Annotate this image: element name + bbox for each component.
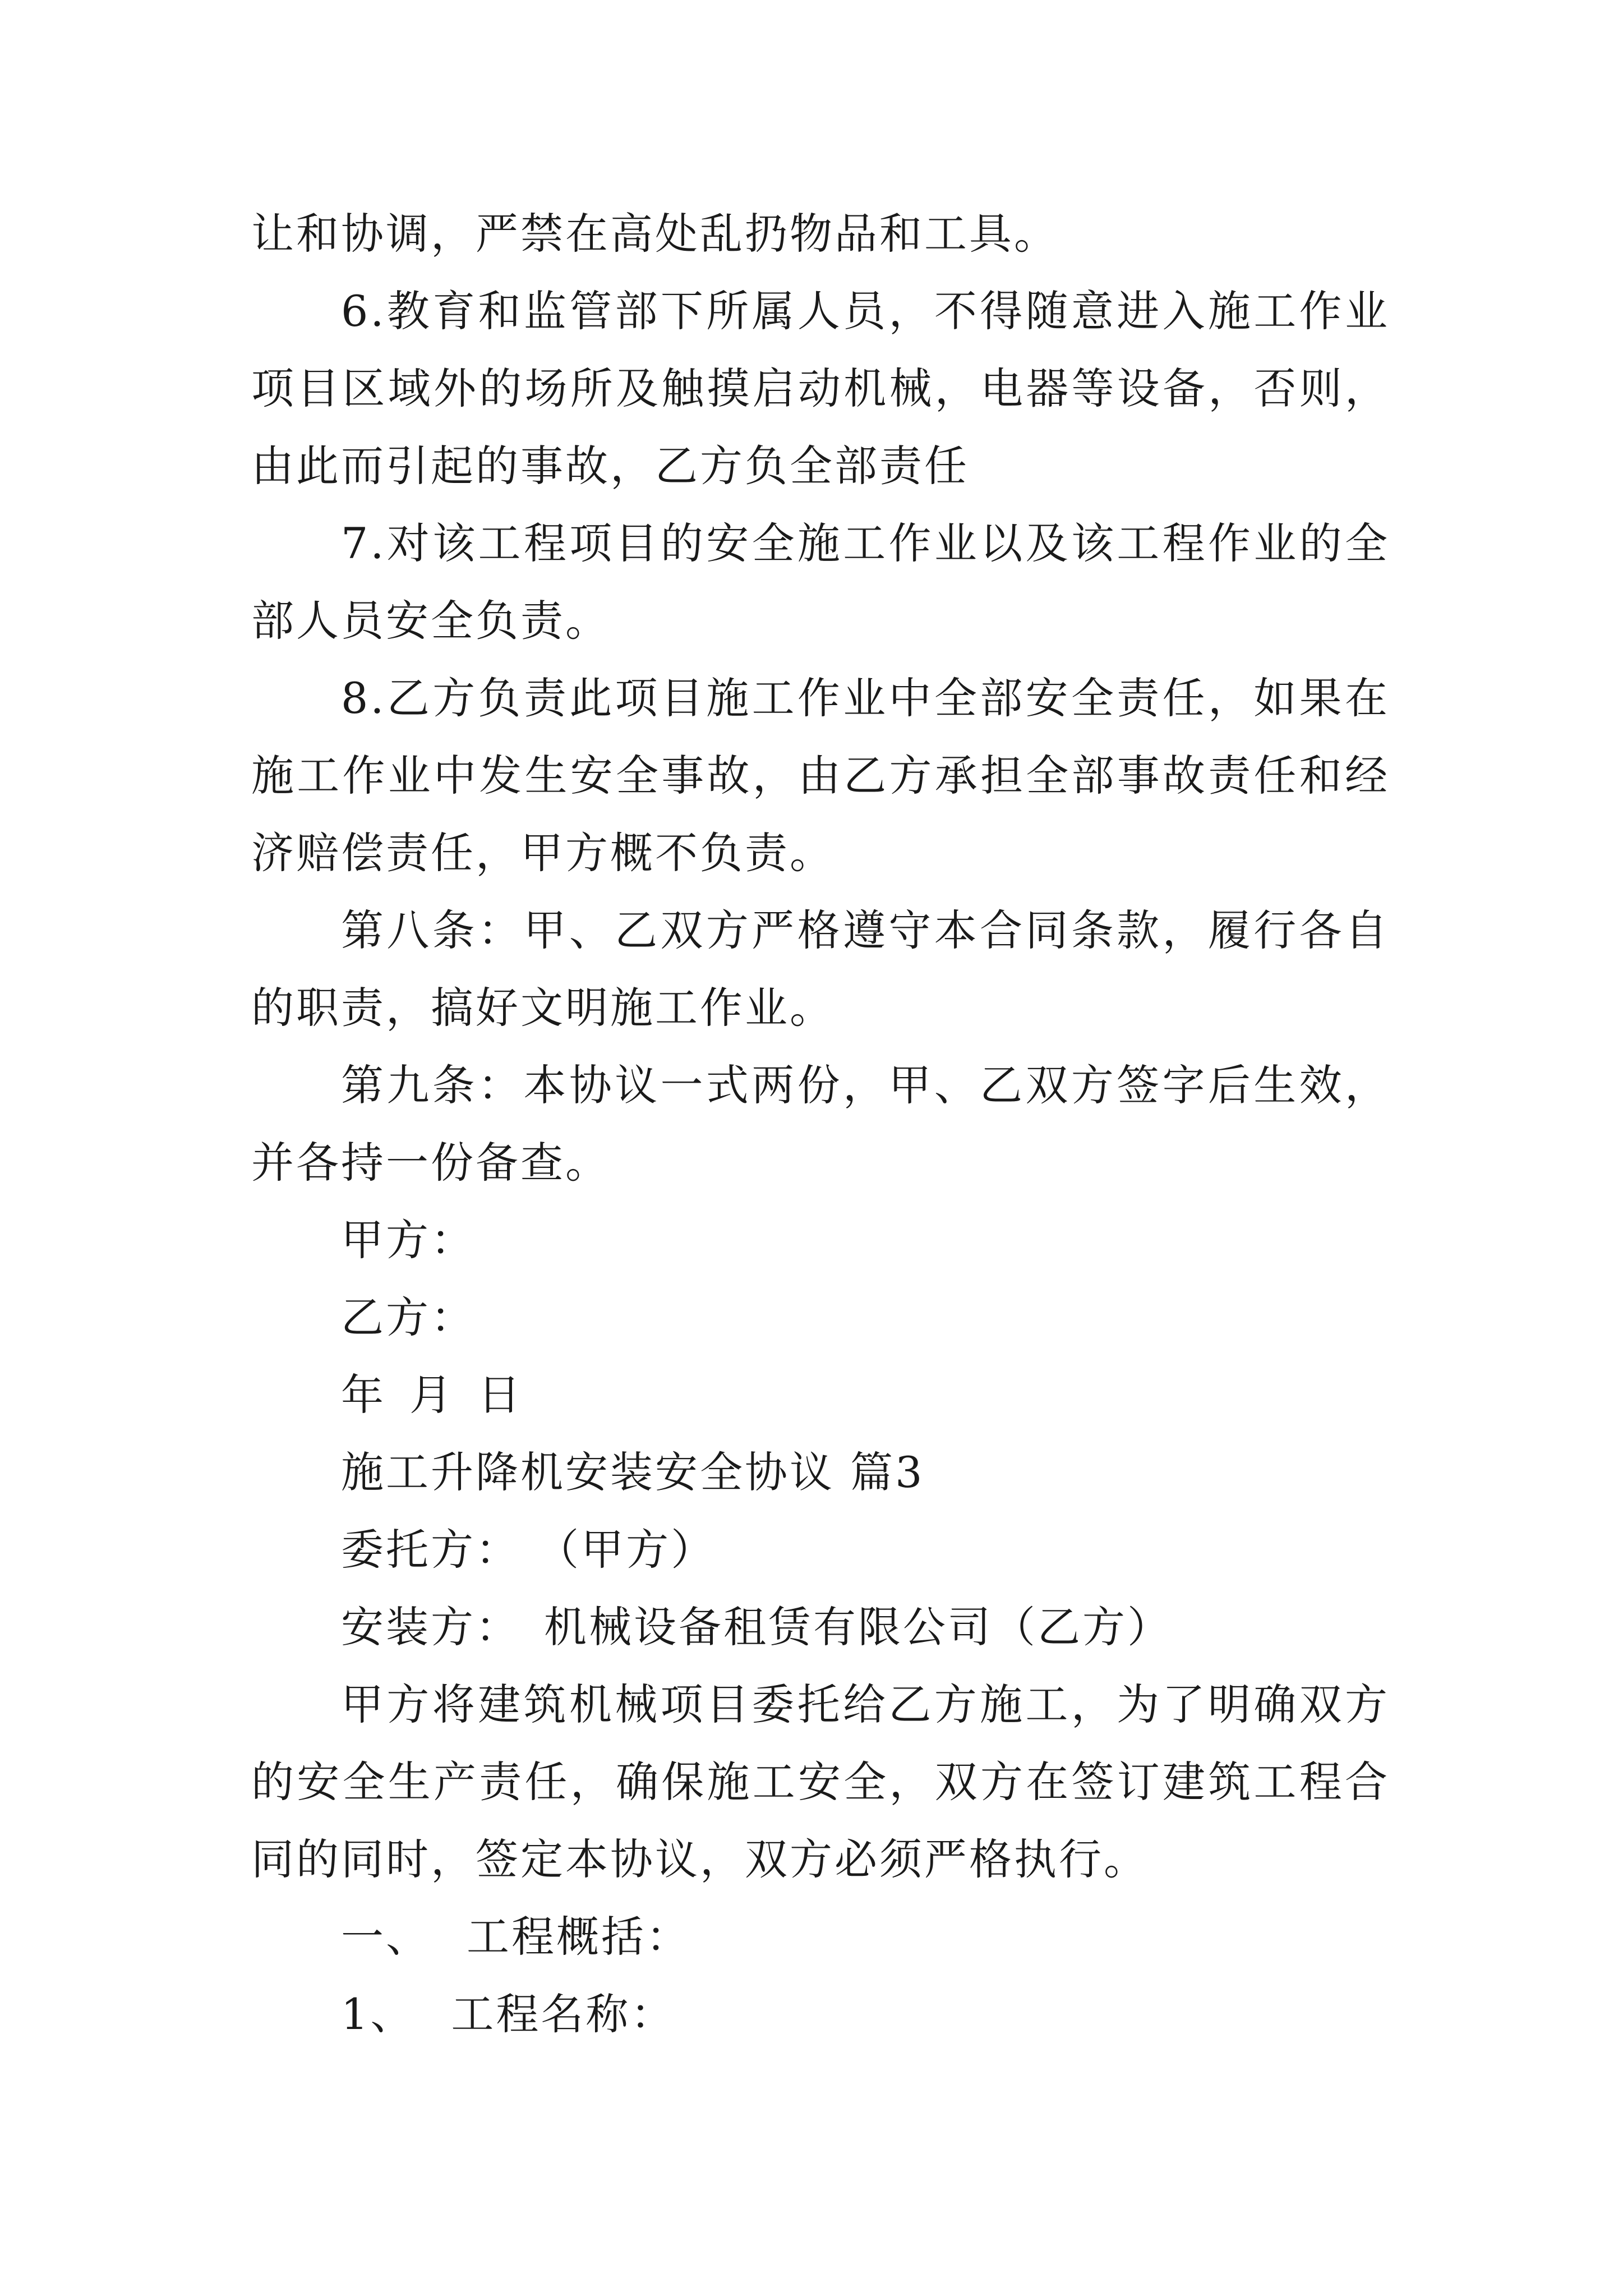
overview-number: 一、	[341, 1912, 431, 1962]
date-day: 日	[478, 1370, 523, 1420]
paragraph-article-9: 第九条：本协议一式两份，甲、乙双方签字后生效，并各持一份备查。	[251, 1060, 1390, 1188]
client-line: 委托方： （甲方）	[341, 1525, 716, 1575]
signature-party-b: 乙方：	[341, 1292, 476, 1342]
section-heading: 施工升降机安装安全协议 篇3	[341, 1447, 925, 1497]
item-1-title: 工程名称：	[451, 1989, 676, 2039]
paragraph-item-6: 6.教育和监管部下所属人员，不得随意进入施工作业项目区域外的场所及触摸启动机械，电器等设备，否则，由此而引起的事故，乙方负全部责任	[251, 286, 1390, 491]
paragraph-article-8: 第八条：甲、乙双方严格遵守本合同条款，履行各自的职责，搞好文明施工作业。	[251, 905, 1390, 1033]
item-1-heading	[251, 1976, 1390, 2053]
intro-paragraph: 甲方将建筑机械项目委托给乙方施工，为了明确双方的安全生产责任，确保施工安全，双方在签订建筑工程合同的同时，签定本协议，双方必须严格执行。	[251, 1680, 1390, 1884]
paragraph-item-8: 8.乙方负责此项目施工作业中全部安全责任，如果在施工作业中发生安全事故，由乙方承担全部事故责任和经济赔偿责任，甲方概不负责。	[251, 673, 1390, 878]
date-year: 年	[341, 1370, 386, 1420]
installer-label: 安装方：	[341, 1602, 520, 1652]
installer-line	[251, 1589, 1390, 1666]
paragraph-item-7: 7.对该工程项目的安全施工作业以及该工程作业的全部人员安全负责。	[251, 518, 1390, 646]
item-1-number: 1、	[341, 1989, 416, 2039]
document-body	[251, 195, 1390, 2053]
paragraph-continuation: 让和协调，严禁在高处乱扔物品和工具。	[251, 209, 1059, 259]
installer-value: 机械设备租赁有限公司（乙方）	[544, 1602, 1172, 1652]
date-line	[251, 1356, 1390, 1434]
overview-heading	[251, 1898, 1390, 1976]
overview-title: 工程概括：	[467, 1912, 691, 1962]
signature-party-a: 甲方：	[341, 1215, 476, 1265]
date-month: 月	[409, 1370, 454, 1420]
